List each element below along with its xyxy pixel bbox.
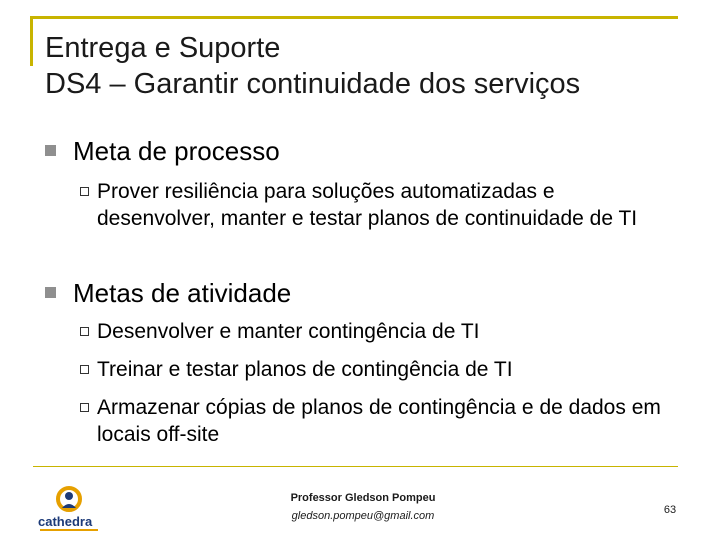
logo-underline	[40, 529, 98, 531]
frame-top-line	[30, 16, 678, 19]
frame-left-line	[30, 16, 33, 66]
item-prover-resiliencia: Prover resiliência para soluções automatizadas e desenvolver, manter e testar planos de continuidade de TI	[97, 180, 638, 230]
slide-title	[45, 30, 705, 102]
square-bullet-icon	[45, 287, 56, 298]
square-bullet-icon	[45, 145, 56, 156]
logo-wordmark: cathedra	[38, 514, 93, 529]
cathedra-logo	[38, 486, 100, 532]
heading-meta-de-processo: Meta de processo	[73, 136, 280, 166]
hollow-square-bullet-icon	[80, 365, 89, 374]
hollow-square-bullet-icon	[80, 187, 89, 196]
hollow-square-bullet-icon	[80, 327, 89, 336]
item-desenvolver: Desenvolver e manter contingência de TI	[97, 320, 480, 343]
footer-divider	[33, 466, 678, 467]
title-line-1: Entrega e Suporte	[45, 32, 281, 64]
logo-figure-icon	[38, 486, 100, 516]
footer-author: Professor Gledson Pompeu	[290, 492, 436, 504]
title-line-2: DS4 – Garantir continuidade dos serviços	[45, 68, 581, 100]
page-number: 63	[663, 504, 677, 516]
footer-email: gledson.pompeu@gmail.com	[291, 510, 435, 522]
heading-metas-de-atividade: Metas de atividade	[73, 278, 292, 308]
item-treinar: Treinar e testar planos de contingência de TI	[97, 358, 513, 381]
item-armazenar: Armazenar cópias de planos de contingência e de dados em locais off-site	[97, 396, 661, 446]
hollow-square-bullet-icon	[80, 403, 89, 412]
